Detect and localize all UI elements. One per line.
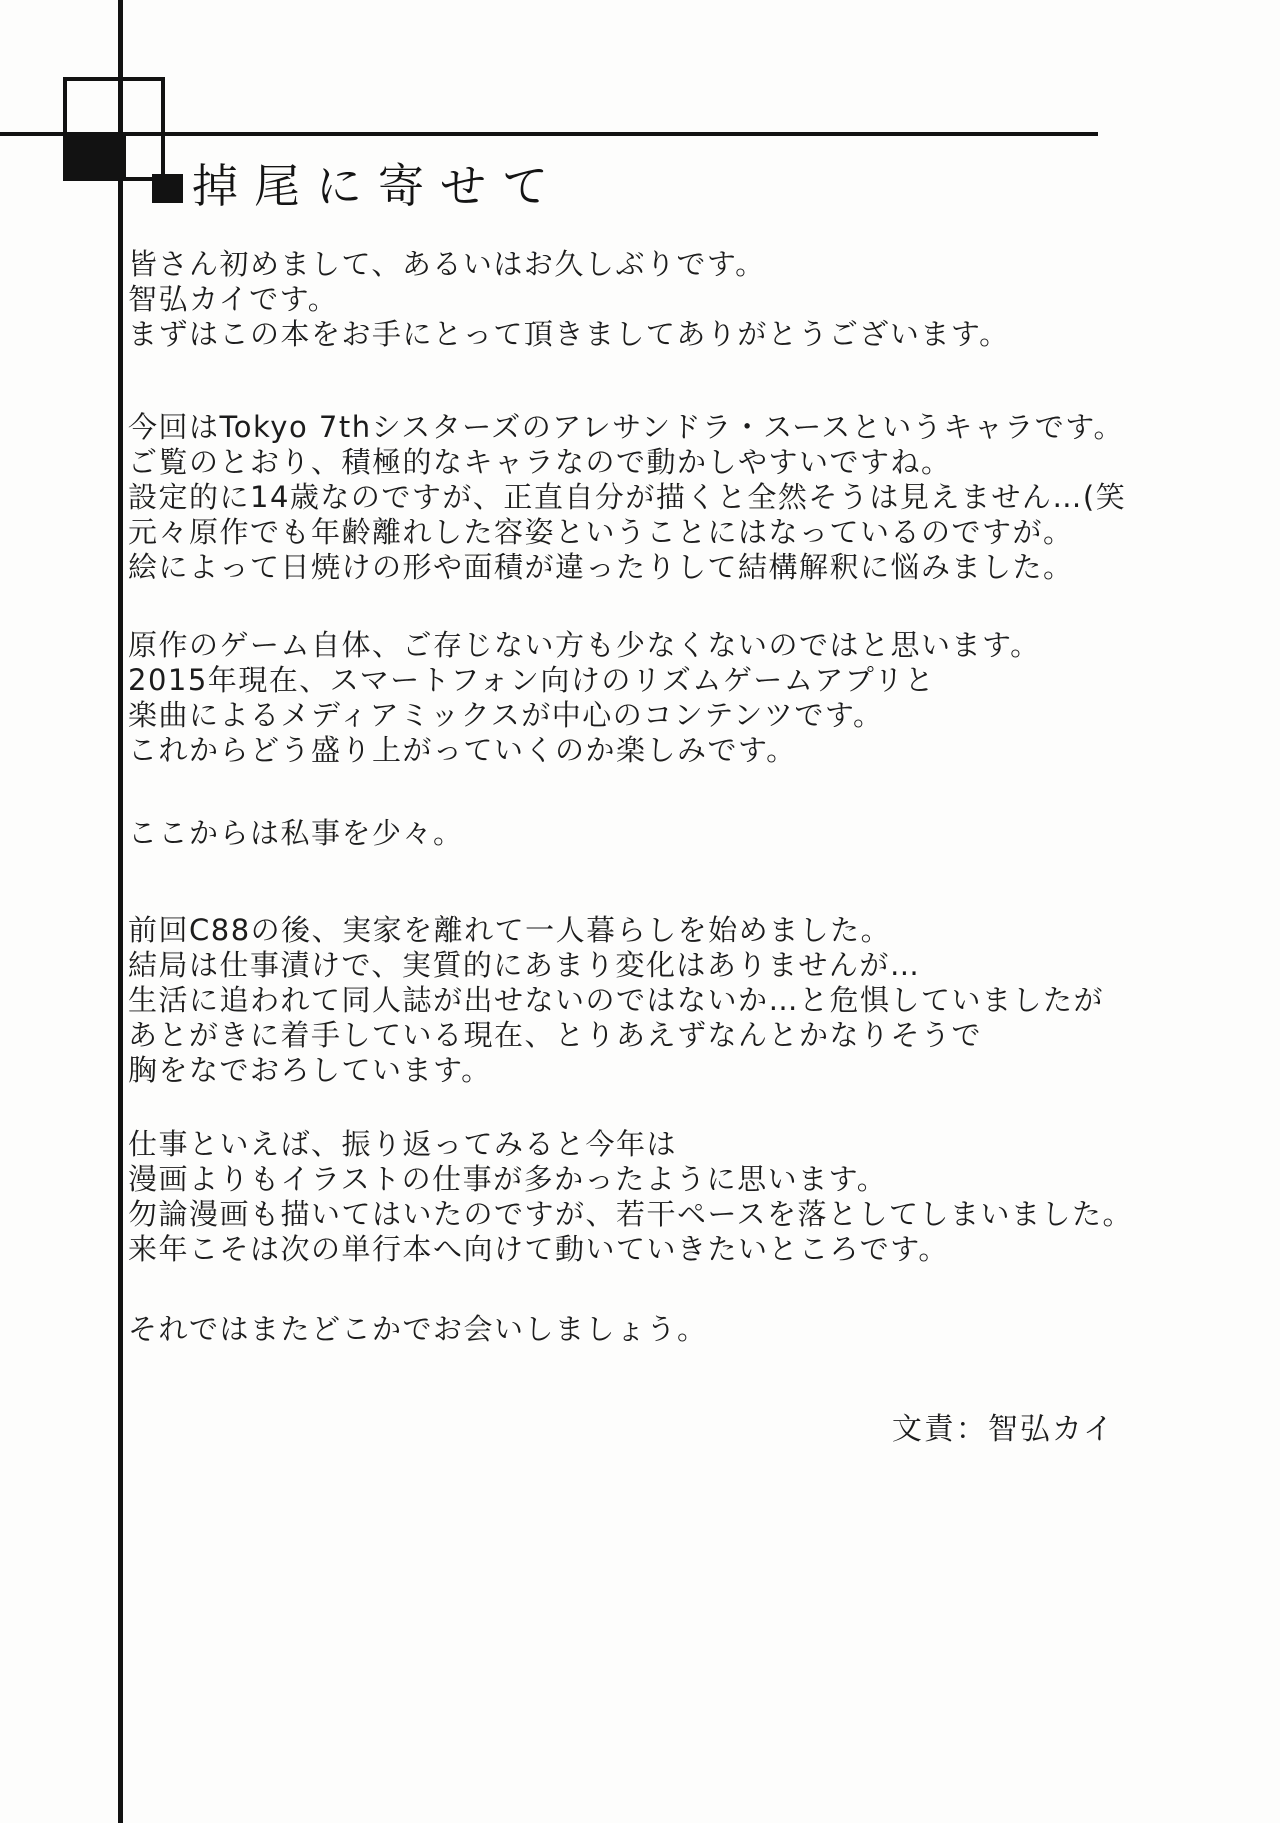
text-line: 仕事といえば、振り返ってみると今年は bbox=[128, 1127, 678, 1161]
text-line: 皆さん初めまして、あるいはお久しぶりです。 bbox=[128, 247, 766, 281]
text-line: これからどう盛り上がっていくのか楽しみです。 bbox=[128, 733, 797, 767]
text-line: 胸をなでおろしています。 bbox=[128, 1053, 492, 1087]
text-line: まずはこの本をお手にとって頂きましてありがとうございます。 bbox=[128, 317, 1010, 351]
text-line: 絵によって日焼けの形や面積が違ったりして結構解釈に悩みました。 bbox=[128, 550, 1074, 584]
text-line: あとがきに着手している現在、とりあえずなんとかなりそうで bbox=[128, 1018, 983, 1052]
corner-square-fill bbox=[63, 133, 126, 181]
text-line: 来年こそは次の単行本へ向けて動いていきたいところです。 bbox=[128, 1232, 949, 1266]
paragraph-personal-intro bbox=[128, 816, 464, 851]
paragraph-character bbox=[128, 410, 1126, 585]
text-line: 設定的に14歳なのですが、正直自分が描くと全然そうは見えません…(笑 bbox=[128, 480, 1127, 514]
paragraph-greeting bbox=[128, 247, 1010, 352]
paragraph-work bbox=[128, 1127, 1133, 1267]
text-line: 元々原作でも年齢離れした容姿ということにはなっているのですが。 bbox=[128, 515, 1074, 549]
text-line: 漫画よりもイラストの仕事が多かったように思います。 bbox=[128, 1162, 888, 1196]
text-line: それではまたどこかでお会いしましょう。 bbox=[128, 1312, 708, 1346]
vertical-rule bbox=[118, 0, 123, 1823]
text-line: 今回はTokyo 7thシスターズのアレサンドラ・スースというキャラです。 bbox=[128, 410, 1124, 444]
text-line: 前回C88の後、実家を離れて一人暮らしを始めました。 bbox=[128, 913, 892, 947]
text-line: 勿論漫画も描いてはいたのですが、若干ペースを落としてしまいました。 bbox=[128, 1197, 1134, 1231]
text-line: 結局は仕事漬けで、実質的にあまり変化はありませんが… bbox=[128, 948, 921, 982]
text-line: 楽曲によるメディアミックスが中心のコンテンツです。 bbox=[128, 698, 884, 732]
text-line: 生活に追われて同人誌が出せないのではないか…と危惧していましたが bbox=[128, 983, 1105, 1017]
paragraph-farewell bbox=[128, 1312, 708, 1347]
signature: 文責：智弘カイ bbox=[891, 1412, 1115, 1447]
text-line: 原作のゲーム自体、ご存じない方も少なくないのではと思います。 bbox=[128, 628, 1041, 662]
text-line: ここからは私事を少々。 bbox=[128, 816, 464, 850]
page-title: 掉尾に寄せて bbox=[192, 159, 564, 213]
text-line: 2015年現在、スマートフォン向けのリズムゲームアプリと bbox=[128, 663, 936, 697]
title-bullet-square-icon bbox=[152, 174, 183, 203]
text-line: ご覧のとおり、積極的なキャラなので動かしやすいですね。 bbox=[128, 445, 952, 479]
paragraph-source-game bbox=[128, 628, 1041, 768]
paragraph-living-alone bbox=[128, 913, 1104, 1088]
text-line: 智弘カイです。 bbox=[128, 282, 339, 316]
